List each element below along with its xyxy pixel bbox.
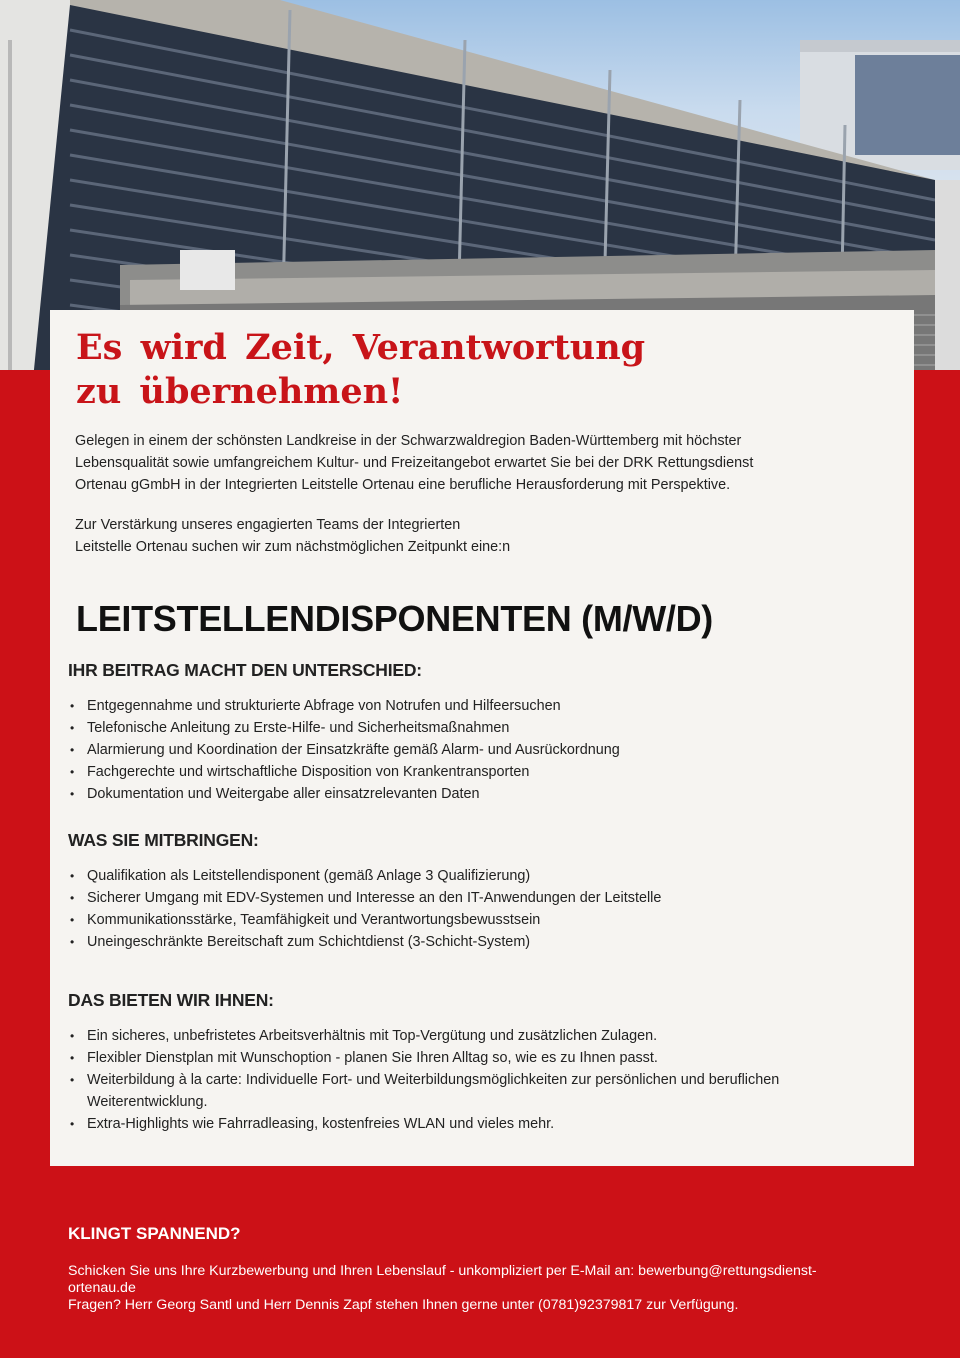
list-item (68, 739, 898, 761)
bullet-icon: • (70, 935, 75, 949)
bullet-list (68, 695, 898, 805)
list-item (68, 1113, 898, 1135)
intro-paragraph-2-line-2: Leitstelle Ortenau suchen wir zum nächstmöglichen Zeitpunkt eine:n (75, 539, 511, 555)
section-heading: WAS SIE MITBRINGEN: (68, 830, 259, 850)
bullet-icon: • (70, 1051, 75, 1065)
section-requirements (68, 830, 898, 953)
headline-line-2: zu übernehmen! (76, 371, 404, 412)
bullet-icon: • (70, 1073, 75, 1087)
section-benefits (68, 990, 898, 1135)
section-heading: IHR BEITRAG MACHT DEN UNTERSCHIED: (68, 660, 422, 680)
list-item-text: Sicherer Umgang mit EDV-Systemen und Interesse an den IT-Anwendungen der Leitstelle (87, 890, 662, 906)
bullet-icon: • (70, 1117, 75, 1131)
bullet-list (68, 865, 898, 953)
list-item (68, 865, 898, 887)
list-item-text: Flexibler Dienstplan mit Wunschoption - planen Sie Ihren Alltag so, wie es zu Ihnen passt. (87, 1050, 658, 1066)
list-item (68, 1025, 898, 1047)
list-item (68, 887, 898, 909)
list-item (68, 695, 898, 717)
list-item-text: Qualifikation als Leitstellendisponent (gemäß Anlage 3 Qualifizierung) (87, 868, 531, 884)
contact-footer (68, 1224, 908, 1314)
footer-heading: KLINGT SPANNEND? (68, 1224, 241, 1243)
bullet-icon: • (70, 787, 75, 801)
bullet-icon: • (70, 891, 75, 905)
job-ad-card (50, 310, 914, 1166)
contact-phone-line: Fragen? Herr Georg Santl und Herr Dennis Zapf stehen Ihnen gerne unter (0781)92379817 zur Verfügung. (68, 1297, 739, 1313)
intro-paragraph-1: Gelegen in einem der schönsten Landkreise in der Schwarzwaldregion Baden-Württemberg mit höchster Lebensqualität sowie umfangreichem Kultur- und Freizeitangebot erwartet Sie bei der DRK Rettungsdienst Ortenau gGmbH in der Integrierten Leitstelle Ortenau eine berufliche Herausforderung mit Perspektive. (75, 433, 754, 493)
list-item-text: Weiterbildung à la carte: Individuelle Fort- und Weiterbildungsmöglichkeiten zur persönlichen und beruflichen Weiterentwicklung. (87, 1072, 780, 1110)
list-item-text: Alarmierung und Koordination der Einsatzkräfte gemäß Alarm- und Ausrückordnung (87, 742, 620, 758)
bullet-icon: • (70, 869, 75, 883)
intro-paragraph-2-line-1: Zur Verstärkung unseres engagierten Teams der Integrierten (75, 517, 461, 533)
bullet-icon: • (70, 913, 75, 927)
bullet-icon: • (70, 1029, 75, 1043)
list-item-text: Kommunikationsstärke, Teamfähigkeit und Verantwortungsbewusstsein (87, 912, 541, 928)
list-item (68, 761, 898, 783)
section-heading: DAS BIETEN WIR IHNEN: (68, 990, 274, 1010)
list-item (68, 909, 898, 931)
list-item-text: Extra-Highlights wie Fahrradleasing, kostenfreies WLAN und vieles mehr. (87, 1116, 555, 1132)
intro-text (75, 430, 805, 558)
list-item-text: Fachgerechte und wirtschaftliche Disposition von Krankentransporten (87, 764, 530, 780)
list-item (68, 1047, 898, 1069)
list-item-text: Telefonische Anleitung zu Erste-Hilfe- und Sicherheitsmaßnahmen (87, 720, 510, 736)
contact-text (68, 1263, 908, 1314)
bullet-icon: • (70, 743, 75, 757)
list-item-text: Dokumentation und Weitergabe aller einsatzrelevanten Daten (87, 786, 480, 802)
intro-paragraph-2 (75, 514, 805, 558)
list-item-text: Ein sicheres, unbefristetes Arbeitsverhältnis mit Top-Vergütung und zusätzlichen Zulagen. (87, 1028, 658, 1044)
list-item (68, 717, 898, 739)
section-responsibilities (68, 660, 898, 805)
list-item (68, 931, 898, 953)
bullet-list (68, 1025, 898, 1135)
headline (76, 326, 776, 414)
bullet-icon: • (70, 765, 75, 779)
contact-email-line: Schicken Sie uns Ihre Kurzbewerbung und Ihren Lebenslauf - unkompliziert per E-Mail an: bewerbung@rettungsdienst- (68, 1263, 817, 1279)
bullet-icon: • (70, 699, 75, 713)
job-title: LEITSTELLENDISPONENTEN (M/W/D) (76, 598, 713, 639)
list-item (68, 783, 898, 805)
contact-email-line-cont: ortenau.de (68, 1280, 136, 1296)
headline-line-1: Es wird Zeit, Verantwortung (76, 327, 646, 368)
list-item-text: Entgegennahme und strukturierte Abfrage von Notrufen und Hilfeersuchen (87, 698, 561, 714)
bullet-icon: • (70, 721, 75, 735)
list-item (68, 1069, 898, 1113)
list-item-text: Uneingeschränkte Bereitschaft zum Schichtdienst (3-Schicht-System) (87, 934, 531, 950)
